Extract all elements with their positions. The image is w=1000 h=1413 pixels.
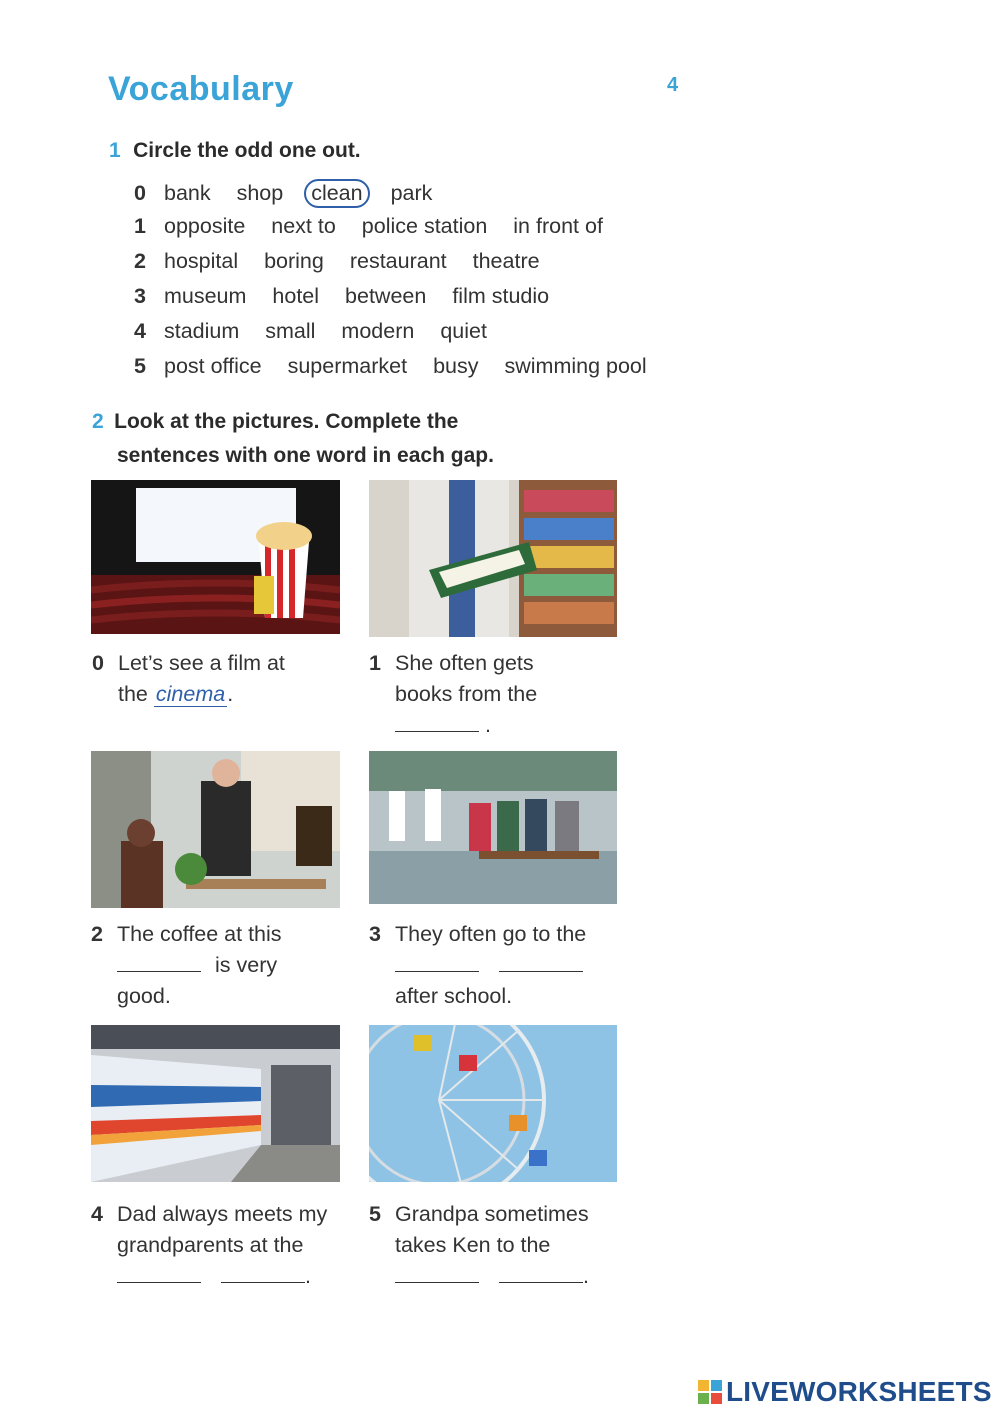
ferris-wheel-picture [369, 1025, 617, 1182]
row-number: 3 [134, 284, 146, 308]
sentence-line: The coffee at this [117, 922, 282, 946]
word-option[interactable]: bank [163, 181, 211, 205]
sentence-line: takes Ken to the [395, 1233, 551, 1257]
exercise-instruction: Circle the odd one out. [133, 139, 361, 162]
answer-gap-input[interactable] [221, 1262, 305, 1283]
circled-answer[interactable]: clean [304, 179, 369, 208]
word-option[interactable]: busy [433, 354, 479, 378]
row-number: 4 [134, 319, 146, 343]
odd-one-out-row-2 [134, 249, 560, 274]
logo-mark-icon [698, 1380, 722, 1404]
row-number: 1 [134, 214, 146, 238]
item-number: 2 [91, 922, 103, 946]
sentence-end: . [304, 1264, 311, 1288]
sentence-line: They often go to the [395, 922, 587, 946]
word-option[interactable]: supermarket [287, 354, 408, 378]
word-option[interactable]: film studio [452, 284, 550, 308]
answer-gap-input[interactable] [395, 951, 479, 972]
sentence-end: . [227, 682, 234, 706]
item-number: 3 [369, 922, 381, 946]
sentence-line: Grandpa sometimes [395, 1202, 589, 1226]
sentence-line: Dad always meets my [117, 1202, 328, 1226]
item-number: 0 [92, 651, 104, 675]
page-title: Vocabulary [108, 70, 294, 108]
sports-centre-picture [369, 751, 617, 904]
answer-gap-input[interactable] [117, 951, 201, 972]
word-option[interactable]: modern [341, 319, 415, 343]
exercise-2-heading [92, 406, 494, 474]
page-number: 4 [667, 74, 679, 96]
row-number: 2 [134, 249, 146, 273]
word-option[interactable]: between [345, 284, 427, 308]
exercise-number: 1 [109, 139, 121, 162]
train-station-picture [91, 1025, 340, 1182]
word-option[interactable]: theatre [472, 249, 540, 273]
sentence-5 [369, 1199, 589, 1292]
liveworksheets-logo [698, 1376, 992, 1408]
word-option[interactable]: quiet [440, 319, 487, 343]
exercise-1-heading [109, 139, 361, 163]
word-option[interactable]: hotel [272, 284, 320, 308]
item-number: 1 [369, 651, 381, 675]
answer-gap-input[interactable] [395, 1262, 479, 1283]
sentence-4 [91, 1199, 328, 1292]
word-option[interactable]: small [265, 319, 316, 343]
exercise-instruction-line-2: sentences with one word in each gap. [117, 444, 494, 467]
word-option[interactable]: post office [163, 354, 262, 378]
sentence-line: is very [214, 953, 278, 977]
cafe-picture [91, 751, 340, 908]
sentence-1 [369, 648, 538, 741]
word-option[interactable]: opposite [163, 214, 246, 238]
exercise-number: 2 [92, 410, 104, 433]
row-number: 5 [134, 354, 146, 378]
word-option[interactable]: park [390, 181, 433, 205]
row-number: 0 [134, 181, 146, 205]
answer-gap-input[interactable] [117, 1262, 201, 1283]
sentence-line: good. [117, 984, 171, 1008]
sentence-3 [369, 919, 587, 1012]
sentence-line: Let’s see a film at [118, 651, 285, 675]
word-option[interactable]: shop [236, 181, 284, 205]
answer-gap-input[interactable] [395, 711, 479, 732]
item-number: 4 [91, 1202, 103, 1226]
sentence-line: grandparents at the [117, 1233, 304, 1257]
sentence-end: . [582, 1264, 589, 1288]
word-option[interactable]: museum [163, 284, 247, 308]
word-option[interactable]: in front of [513, 214, 603, 238]
word-option[interactable]: restaurant [349, 249, 447, 273]
sentence-2 [91, 919, 282, 1012]
answer-gap-input[interactable] [499, 951, 583, 972]
odd-one-out-row-4 [134, 319, 507, 344]
sentence-line: after school. [395, 984, 513, 1008]
item-number: 5 [369, 1202, 381, 1226]
word-option[interactable]: police station [361, 214, 488, 238]
example-answer: cinema [155, 682, 226, 706]
word-option[interactable]: next to [271, 214, 336, 238]
odd-one-out-row-0 [134, 179, 452, 208]
sentence-end: . [484, 713, 491, 737]
word-option[interactable]: hospital [163, 249, 239, 273]
odd-one-out-row-1 [134, 214, 623, 239]
odd-one-out-row-3 [134, 284, 569, 309]
cinema-picture [91, 480, 340, 634]
sentence-0 [92, 648, 285, 710]
sentence-line: She often gets [395, 651, 534, 675]
answer-gap-input[interactable] [499, 1262, 583, 1283]
brand-name: LIVEWORKSHEETS [726, 1376, 992, 1407]
word-option[interactable]: boring [264, 249, 324, 273]
exercise-instruction-line-1: Look at the pictures. Complete the [114, 410, 459, 433]
word-option[interactable]: swimming pool [504, 354, 647, 378]
bookshop-picture [369, 480, 617, 637]
sentence-line: books from the [395, 682, 538, 706]
sentence-line: the [118, 682, 148, 706]
odd-one-out-row-5 [134, 354, 667, 379]
word-option[interactable]: stadium [163, 319, 240, 343]
